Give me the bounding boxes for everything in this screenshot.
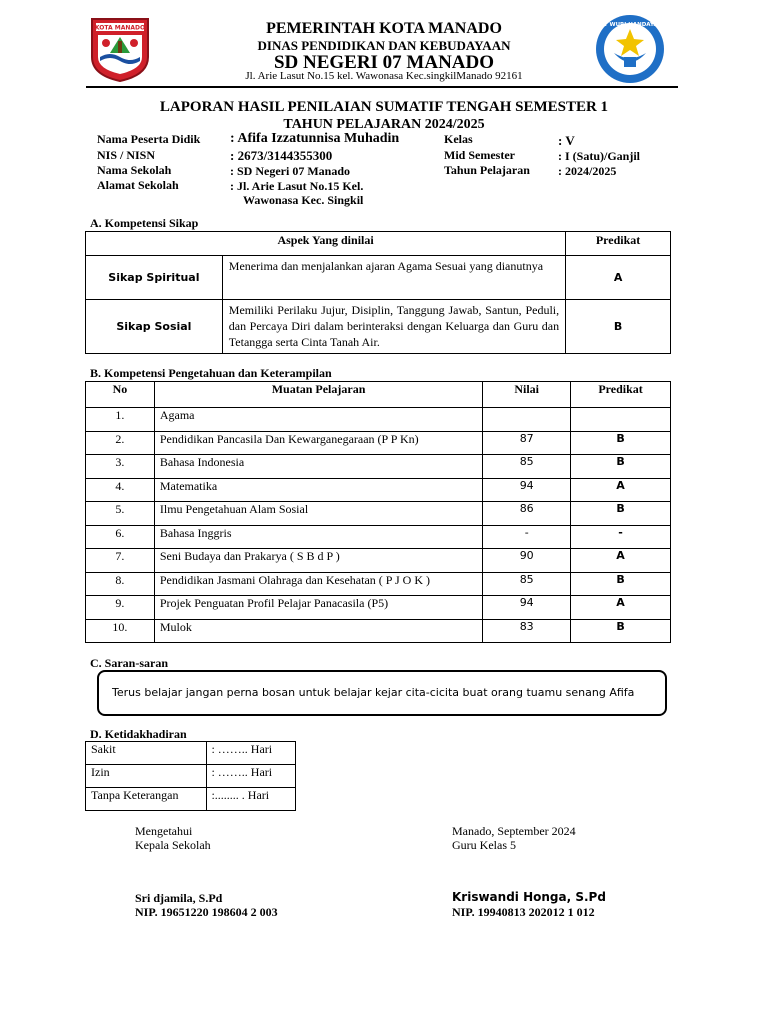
department-title: DINAS PENDIDIKAN DAN KEBUDAYAAN xyxy=(257,38,511,53)
row-no: 9. xyxy=(86,596,155,620)
address-label: Alamat Sekolah xyxy=(97,178,179,192)
sig-right-line1: Manado, September 2024 xyxy=(452,824,576,838)
absence-value: : …….. Hari xyxy=(207,765,296,788)
row-nilai: 85 xyxy=(483,572,571,596)
table-row xyxy=(86,455,671,479)
header-divider xyxy=(86,86,678,88)
row-subject: Projek Penguatan Profil Pelajar Panacasila (P5) xyxy=(154,596,482,620)
col-nilai: Nilai xyxy=(483,382,571,408)
row-no: 6. xyxy=(86,525,155,549)
row-predikat: B xyxy=(571,572,671,596)
sikap-row-desc: Menerima dan menjalankan ajaran Agama Sesuai yang dianutnya xyxy=(222,256,565,300)
sikap-row xyxy=(86,300,671,354)
row-no: 1. xyxy=(86,408,155,432)
sikap-row xyxy=(86,256,671,300)
row-subject: Bahasa Inggris xyxy=(154,525,482,549)
row-no: 10. xyxy=(86,619,155,643)
absence-label: Sakit xyxy=(86,742,207,765)
row-predikat: B xyxy=(571,502,671,526)
row-predikat: B xyxy=(571,619,671,643)
address-value-2: Wawonasa Kec. Singkil xyxy=(243,193,364,207)
table-row xyxy=(86,525,671,549)
section-b-heading: B. Kompetensi Pengetahuan dan Keterampilan xyxy=(90,366,332,380)
row-no: 2. xyxy=(86,431,155,455)
saran-text: Terus belajar jangan perna bosan untuk belajar kejar cita-cicita buat orang tuamu senang Afifa xyxy=(112,686,635,699)
table-row xyxy=(86,742,296,765)
absence-table xyxy=(85,741,296,811)
row-nilai: 83 xyxy=(483,619,571,643)
section-a-heading: A. Kompetensi Sikap xyxy=(90,216,199,230)
nis-label: NIS / NISN xyxy=(97,148,156,162)
row-subject: Seni Budaya dan Prakarya ( S B d P ) xyxy=(154,549,482,573)
sikap-row-desc: Memiliki Perilaku Jujur, Disiplin, Tanggung Jawab, Santun, Peduli, dan Percaya Diri dalam berinteraksi dengan Keluarga dan Guru dan Tetangga serta Cinta Tanah Air. xyxy=(222,300,565,354)
absence-label: Izin xyxy=(86,765,207,788)
row-predikat: B xyxy=(571,455,671,479)
name-value: : Afifa Izzatunnisa Muhadin xyxy=(230,131,400,146)
pengetahuan-table xyxy=(85,381,671,643)
row-no: 4. xyxy=(86,478,155,502)
report-year: TAHUN PELAJARAN 2024/2025 xyxy=(283,117,485,132)
class-label: Kelas xyxy=(444,132,473,146)
table-row xyxy=(86,408,671,432)
col-no: No xyxy=(86,382,155,408)
row-predikat: A xyxy=(571,549,671,573)
year-value: : 2024/2025 xyxy=(558,164,617,178)
row-no: 8. xyxy=(86,572,155,596)
row-nilai: - xyxy=(483,525,571,549)
sig-right-name: Kriswandi Honga, S.Pd xyxy=(452,890,606,904)
nis-value: : 2673/3144355300 xyxy=(230,148,333,163)
sig-left-line1: Mengetahui xyxy=(135,824,193,838)
row-subject: Pendidikan Pancasila Dan Kewarganegaraan (P P Kn) xyxy=(154,431,482,455)
year-label: Tahun Pelajaran xyxy=(444,163,530,177)
svg-text:TUT WURI HANDAYANI: TUT WURI HANDAYANI xyxy=(595,22,665,28)
row-subject: Mulok xyxy=(154,619,482,643)
row-no: 5. xyxy=(86,502,155,526)
row-nilai: 94 xyxy=(483,478,571,502)
sikap-table xyxy=(85,231,671,354)
semester-value: : I (Satu)/Ganjil xyxy=(558,149,641,163)
table-row xyxy=(86,619,671,643)
table-row xyxy=(86,572,671,596)
school-value: : SD Negeri 07 Manado xyxy=(230,164,350,178)
absence-label: Tanpa Keterangan xyxy=(86,788,207,811)
sikap-row-predikat: A xyxy=(566,256,671,300)
row-predikat: - xyxy=(571,525,671,549)
col-predikat: Predikat xyxy=(571,382,671,408)
row-no: 3. xyxy=(86,455,155,479)
row-nilai: 94 xyxy=(483,596,571,620)
school-label: Nama Sekolah xyxy=(97,163,172,177)
row-nilai xyxy=(483,408,571,432)
table-row xyxy=(86,502,671,526)
sikap-row-label: Sikap Sosial xyxy=(86,300,223,354)
report-title: LAPORAN HASIL PENILAIAN SUMATIF TENGAH SEMESTER 1 xyxy=(159,99,609,115)
sig-left-name: Sri djamila, S.Pd xyxy=(135,891,223,905)
row-subject: Pendidikan Jasmani Olahraga dan Kesehatan ( P J O K ) xyxy=(154,572,482,596)
row-subject: Ilmu Pengetahuan Alam Sosial xyxy=(154,502,482,526)
absence-value: :........ . Hari xyxy=(207,788,296,811)
table-row xyxy=(86,431,671,455)
row-predikat xyxy=(571,408,671,432)
row-subject: Agama xyxy=(154,408,482,432)
address-value-1: : Jl. Arie Lasut No.15 Kel. xyxy=(230,179,364,193)
row-predikat: B xyxy=(571,431,671,455)
table-row xyxy=(86,788,296,811)
name-label: Nama Peserta Didik xyxy=(97,132,201,146)
table-row xyxy=(86,596,671,620)
row-nilai: 85 xyxy=(483,455,571,479)
row-nilai: 86 xyxy=(483,502,571,526)
row-nilai: 90 xyxy=(483,549,571,573)
row-subject: Matematika xyxy=(154,478,482,502)
svg-text:KOTA MANADO: KOTA MANADO xyxy=(94,24,146,32)
table-row xyxy=(86,549,671,573)
table-row xyxy=(86,478,671,502)
table-row xyxy=(86,765,296,788)
school-address: Jl. Arie Lasut No.15 kel. Wawonasa Kec.singkilManado 92161 xyxy=(245,70,523,82)
sig-right-nip: NIP. 19940813 202012 1 012 xyxy=(452,905,595,919)
row-predikat: A xyxy=(571,478,671,502)
row-no: 7. xyxy=(86,549,155,573)
sig-left-line2: Kepala Sekolah xyxy=(135,838,211,852)
row-predikat: A xyxy=(571,596,671,620)
sikap-col-predikat: Predikat xyxy=(566,232,671,256)
sig-right-line2: Guru Kelas 5 xyxy=(452,838,516,852)
section-c-heading: C. Saran-saran xyxy=(90,656,169,670)
absence-value: : …….. Hari xyxy=(207,742,296,765)
col-muatan: Muatan Pelajaran xyxy=(154,382,482,408)
row-nilai: 87 xyxy=(483,431,571,455)
sikap-row-predikat: B xyxy=(566,300,671,354)
class-value: : V xyxy=(558,133,575,148)
sikap-row-label: Sikap Spiritual xyxy=(86,256,223,300)
semester-label: Mid Semester xyxy=(444,148,515,162)
section-d-heading: D. Ketidakhadiran xyxy=(90,727,187,741)
sig-left-nip: NIP. 19651220 198604 2 003 xyxy=(135,905,278,919)
gov-title: PEMERINTAH KOTA MANADO xyxy=(266,20,502,37)
school-title: SD NEGERI 07 MANADO xyxy=(273,52,495,73)
row-subject: Bahasa Indonesia xyxy=(154,455,482,479)
sikap-col-aspek: Aspek Yang dinilai xyxy=(86,232,566,256)
